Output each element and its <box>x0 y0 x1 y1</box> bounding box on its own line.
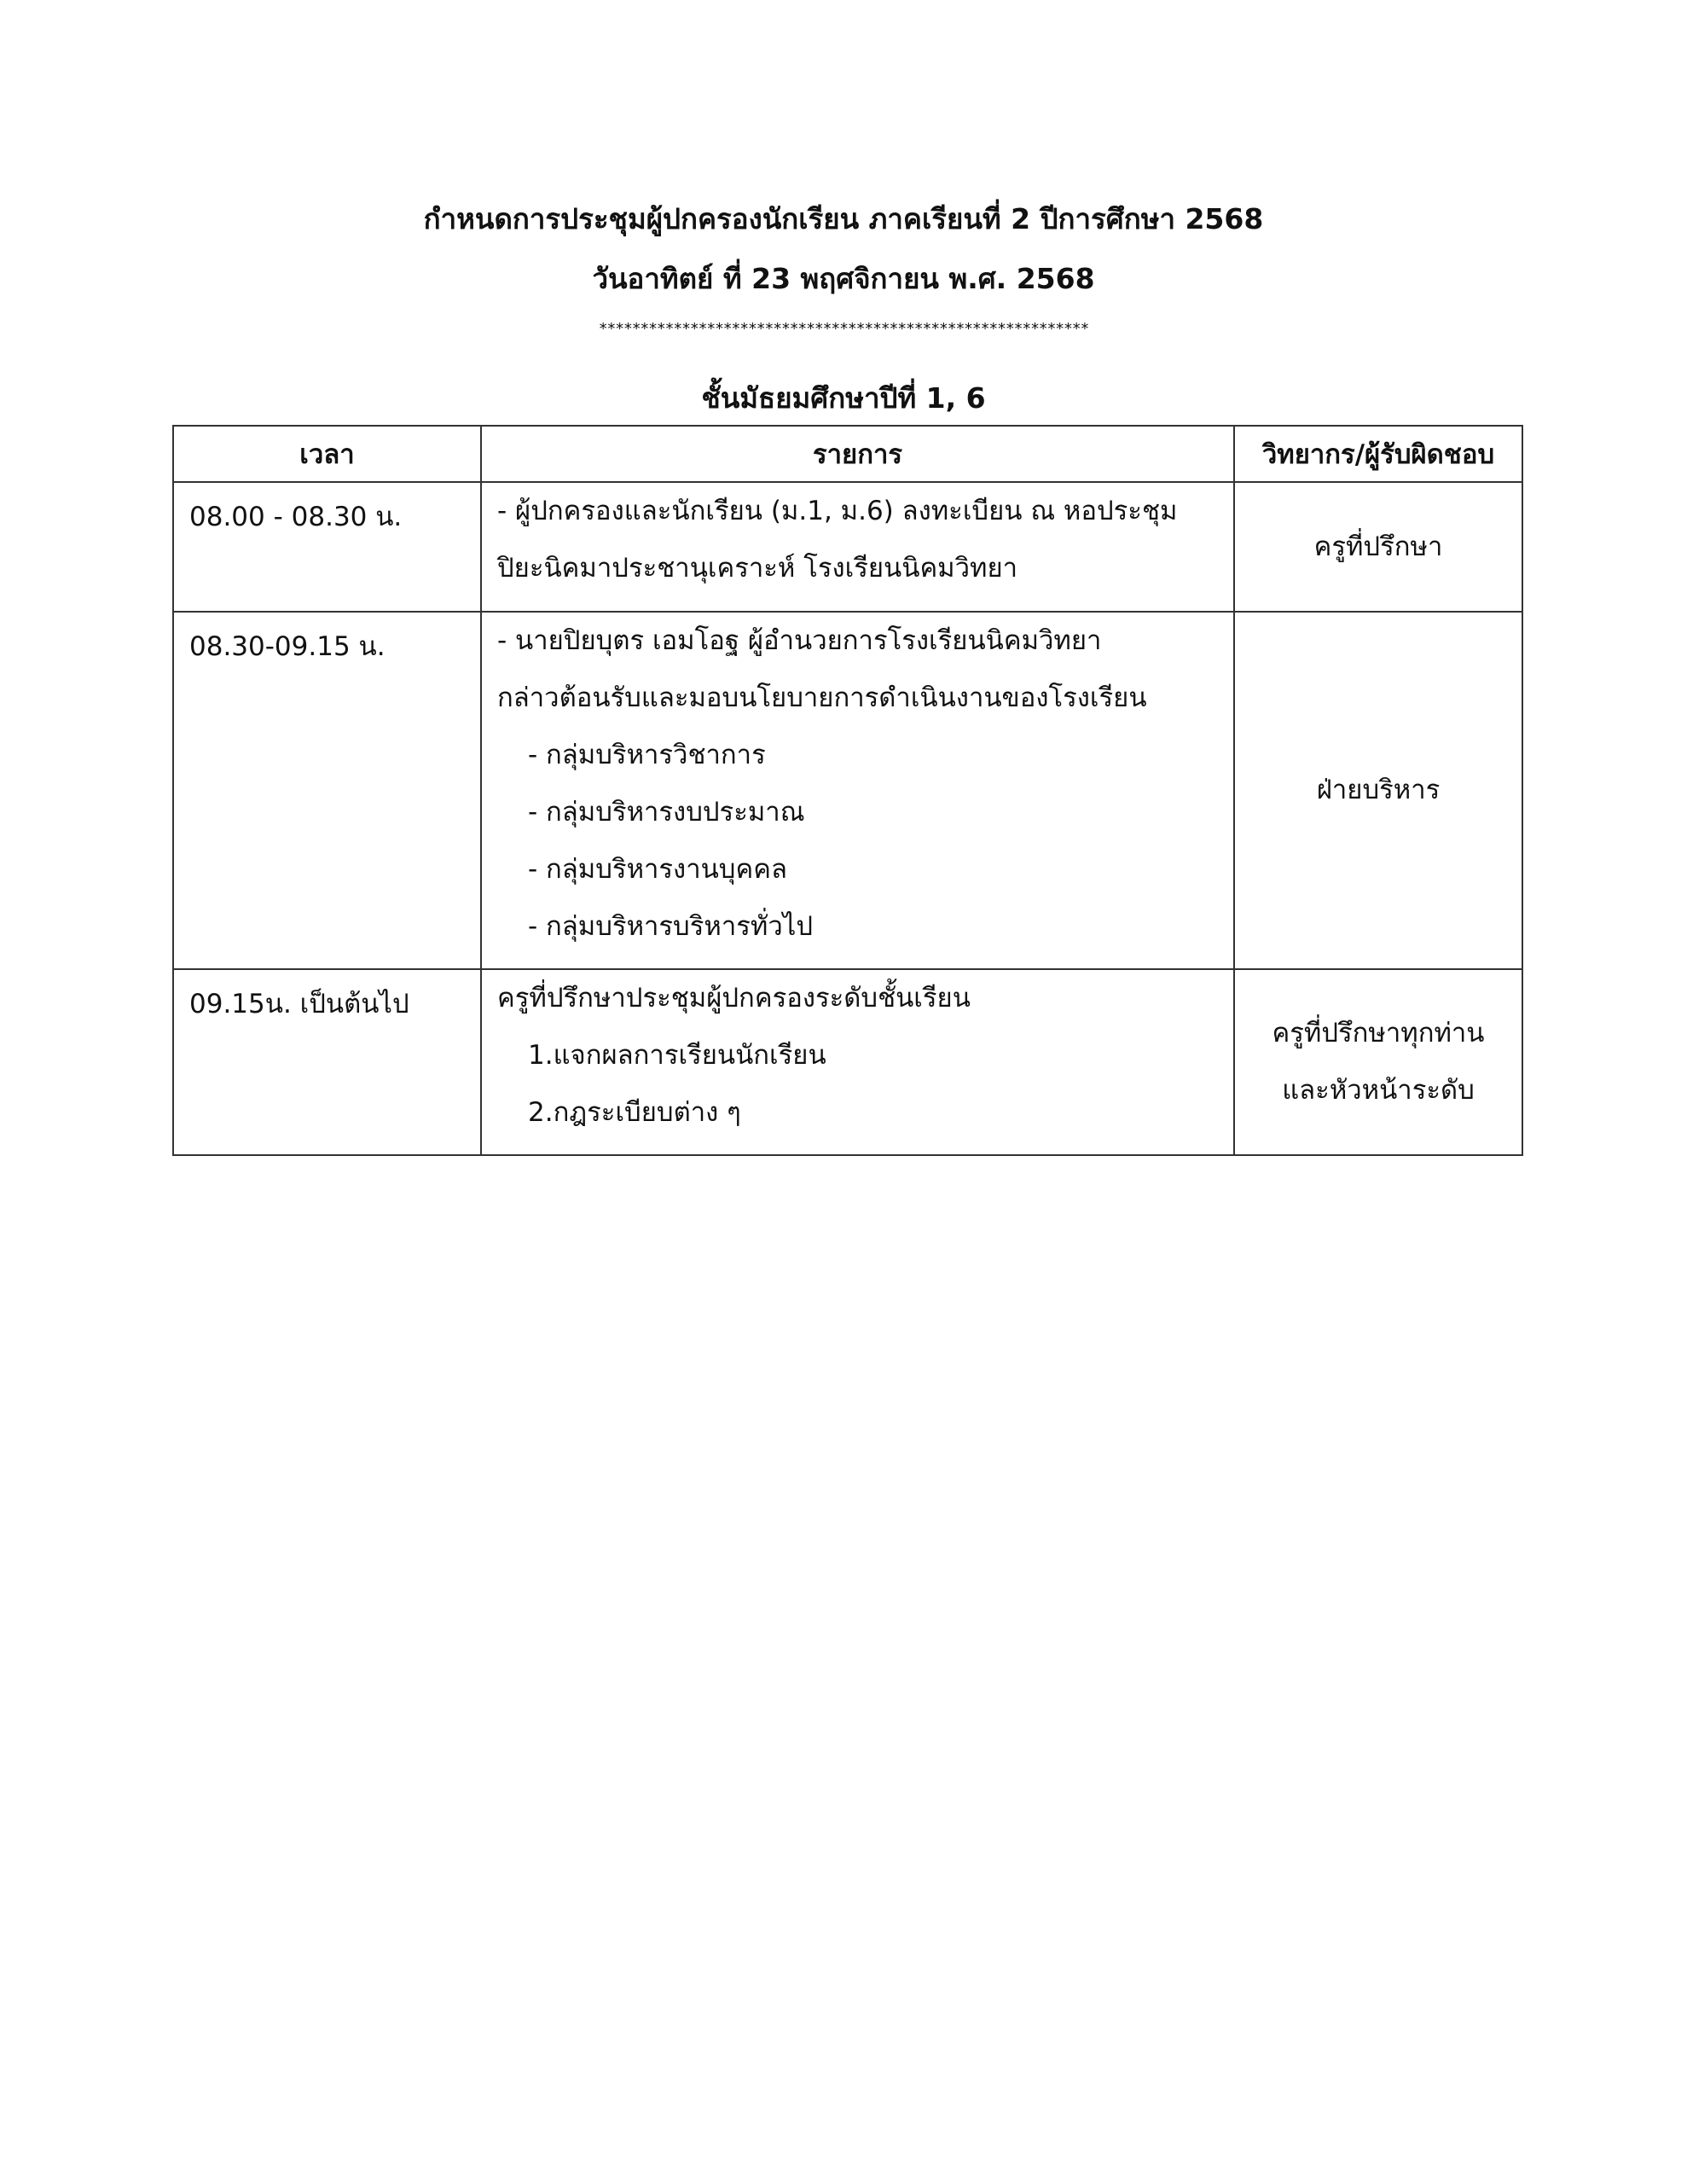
item-line: ครูที่ปรึกษาประชุมผู้ปกครองระดับชั้นเรียน <box>497 983 971 1014</box>
asterisk-separator: *********************************************************** <box>598 320 1089 338</box>
table-row <box>173 482 1522 612</box>
person-line: ฝ่ายบริหาร <box>1316 775 1441 805</box>
schedule-table <box>172 425 1523 1156</box>
time-cell: 08.00 - 08.30 น. <box>173 482 481 612</box>
item-sub-line: - กลุ่มบริหารงานบุคคล <box>528 854 787 885</box>
table-row <box>173 612 1522 969</box>
item-sub-line: 1.แจกผลการเรียนนักเรียน <box>528 1040 826 1071</box>
person-cell <box>1234 969 1522 1155</box>
item-sub-line: - กลุ่มบริหารวิชาการ <box>528 740 766 770</box>
document-title: กำหนดการประชุมผู้ปกครองนักเรียน ภาคเรียนที่ 2 ปีการศึกษา 2568 <box>423 202 1264 235</box>
item-sub-line: 2.กฎระเบียบต่าง ๆ <box>528 1097 741 1128</box>
time-cell: 08.30-09.15 น. <box>173 612 481 969</box>
item-line: ปิยะนิคมาประชานุเคราะห์ โรงเรียนนิคมวิทยา <box>497 553 1018 584</box>
item-line: กล่าวต้อนรับและมอบนโยบายการดำเนินงานของโรงเรียน <box>497 682 1147 713</box>
item-sub-line: - กลุ่มบริหารบริหารทั่วไป <box>528 911 813 942</box>
table-header-row <box>173 426 1522 482</box>
item-sub-line: - กลุ่มบริหารงบประมาณ <box>528 797 805 828</box>
document-date: วันอาทิตย์ ที่ 23 พฤศจิกายน พ.ศ. 2568 <box>592 262 1095 295</box>
header-person: วิทยากร/ผู้รับผิดชอบ <box>1234 426 1522 482</box>
person-cell <box>1234 612 1522 969</box>
person-line: และหัวหน้าระดับ <box>1282 1075 1475 1106</box>
person-cell <box>1234 482 1522 612</box>
time-cell: 09.15น. เป็นต้นไป <box>173 969 481 1155</box>
table-row <box>173 969 1522 1155</box>
header-items: รายการ <box>481 426 1234 482</box>
person-line: ครูที่ปรึกษาทุกท่าน <box>1272 1018 1485 1048</box>
items-cell <box>481 612 1234 969</box>
items-cell <box>481 482 1234 612</box>
item-line: - ผู้ปกครองและนักเรียน (ม.1, ม.6) ลงทะเบียน ณ หอประชุม <box>497 496 1178 526</box>
grade-level-heading: ชั้นมัธยมศึกษาปีที่ 1, 6 <box>701 381 986 415</box>
header-time: เวลา <box>173 426 481 482</box>
person-line: ครูที่ปรึกษา <box>1313 531 1443 562</box>
items-cell <box>481 969 1234 1155</box>
item-line: - นายปิยบุตร เอมโอฐ ผู้อำนวยการโรงเรียนนิคมวิทยา <box>497 625 1102 656</box>
